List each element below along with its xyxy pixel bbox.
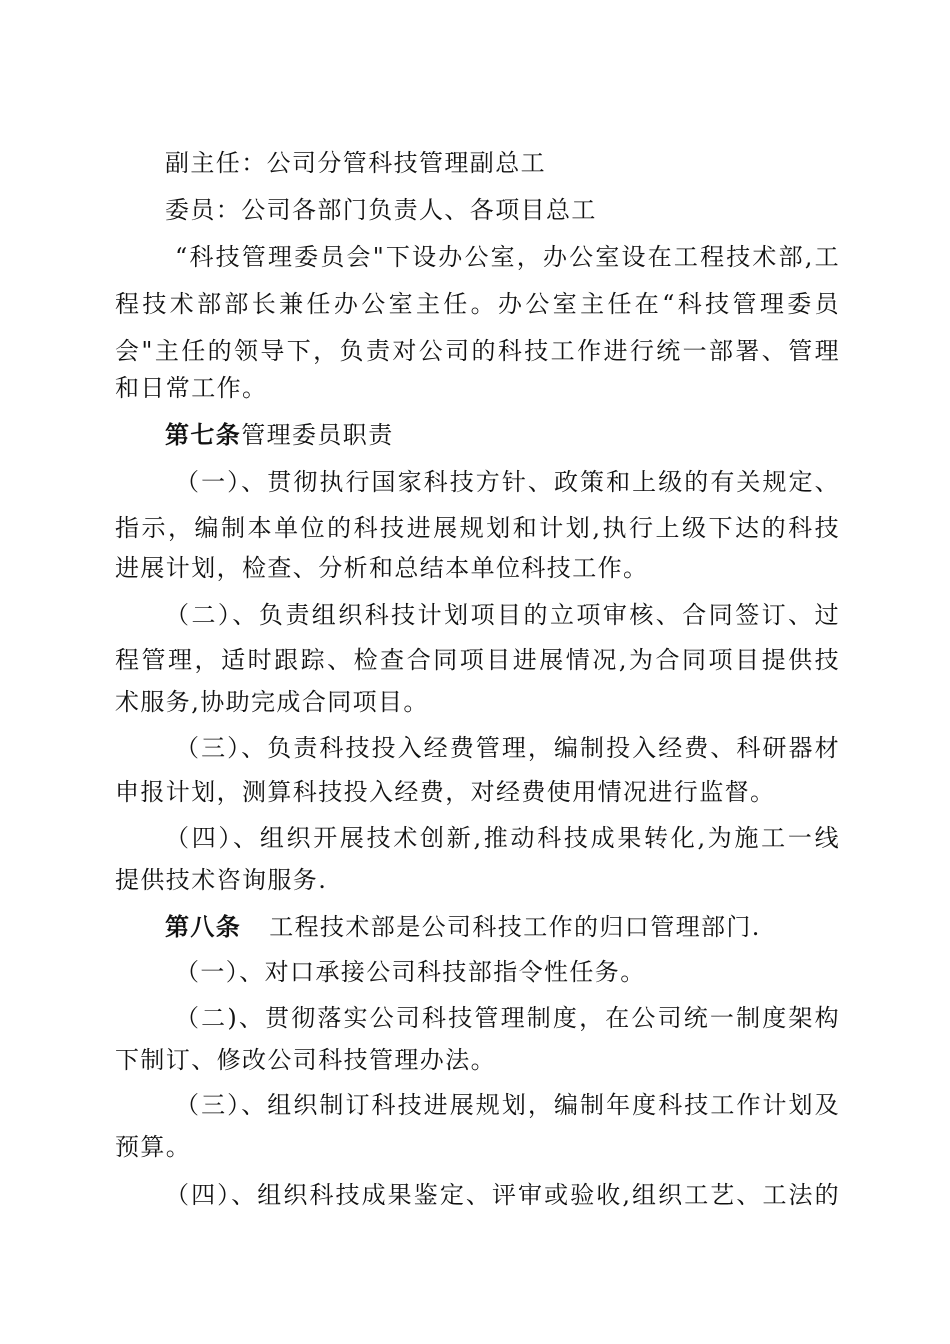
article-8-item-2-line-1: （二)、贯彻落实公司科技管理制度，在公司统一制度架构 (175, 1004, 840, 1032)
paragraph-vice-director: 副主任：公司分管科技管理副总工 (165, 149, 546, 177)
paragraph-office-line-3: 会"主任的领导下，负责对公司的科技工作进行统一部署、管理 (115, 337, 840, 365)
paragraph-office-line-4: 和日常工作。 (115, 374, 268, 402)
article-7-item-3-line-1: （三）、负责科技投入经费管理，编制投入经费、科研器材 (175, 734, 840, 762)
article-8-item-4-line-1: （四）、组织科技成果鉴定、评审或验收,组织工艺、工法的 (165, 1181, 840, 1209)
article-7-item-1-line-3: 进展计划，检查、分析和总结本单位科技工作。 (115, 554, 649, 582)
article-7-heading-line (165, 415, 840, 455)
article-8-item-3-line-1: （三）、组织制订科技进展规划，编制年度科技工作计划及 (175, 1091, 840, 1119)
article-7-item-1-line-2: 指示，编制本单位的科技进展规划和计划,执行上级下达的科技 (115, 514, 840, 542)
article-7-title: 管理委员职责 (241, 421, 394, 449)
article-7-item-4-line-2: 提供技术咨询服务. (115, 866, 328, 894)
article-8-label: 第八条 (165, 912, 242, 941)
paragraph-office-line-1: “科技管理委员会"下设办公室，办公室设在工程技术部,工 (175, 243, 840, 271)
article-8-title: 工程技术部是公司科技工作的归口管理部门. (269, 913, 761, 941)
article-8-item-1: （一）、对口承接公司科技部指令性任务。 (175, 958, 646, 986)
article-7-item-1-line-1: （一）、贯彻执行国家科技方针、政策和上级的有关规定、 (175, 468, 840, 496)
paragraph-members: 委员：公司各部门负责人、各项目总工 (165, 196, 597, 224)
article-7-item-4-line-1: （四）、组织开展技术创新,推动科技成果转化,为施工一线 (165, 824, 840, 852)
article-7-item-2-line-3: 术服务,协助完成合同项目。 (115, 688, 429, 716)
paragraph-office-line-2: 程技术部部长兼任办公室主任。办公室主任在“科技管理委员 (115, 290, 840, 318)
article-8-heading-line (165, 907, 840, 947)
article-8-item-3-line-2: 预算。 (115, 1133, 192, 1161)
article-7-item-2-line-1: （二）、负责组织科技计划项目的立项审核、合同签订、过 (165, 601, 840, 629)
article-7-item-3-line-2: 申报计划，测算科技投入经费，对经费使用情况进行监督。 (115, 778, 776, 806)
article-7-label: 第七条 (165, 420, 242, 449)
article-7-item-2-line-2: 程管理，适时跟踪、检查合同项目进展情况,为合同项目提供技 (115, 646, 840, 674)
article-8-item-2-line-2: 下制订、修改公司科技管理办法。 (115, 1046, 496, 1074)
